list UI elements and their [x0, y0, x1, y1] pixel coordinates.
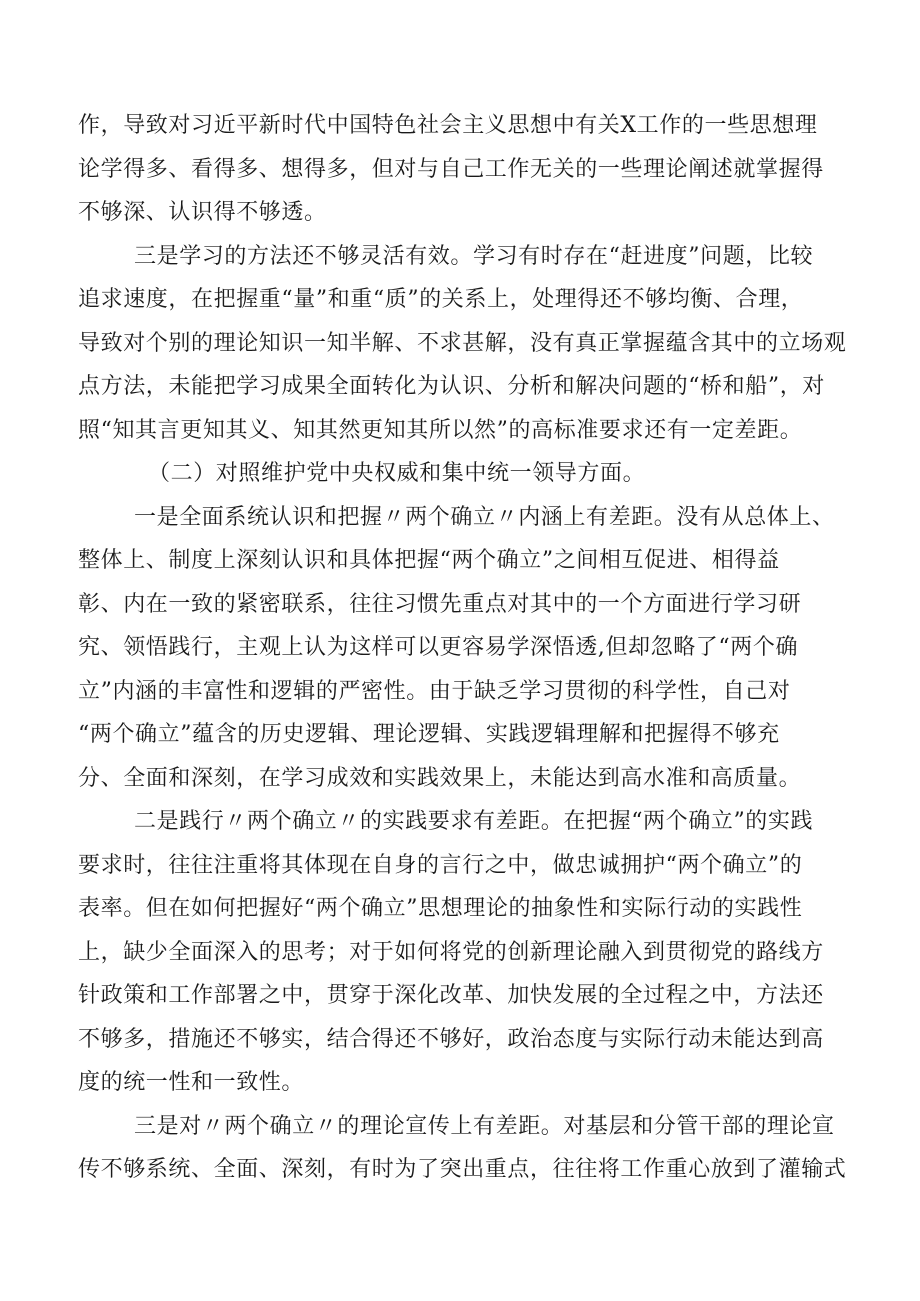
text-line: 究、领悟践行，主观上认为这样可以更容易学深悟透,但却忽略了“两个确 [78, 635, 799, 660]
text-line: 不够深、认识得不够透。 [78, 200, 327, 225]
text-line: 表率。但在如何把握好“两个确立”思想理论的抽象性和实际行动的实践性 [78, 896, 803, 921]
text-line: 作，导致对习近平新时代中国特色社会主义思想中有关X工作的一些思想理 [78, 113, 818, 138]
text-line: 整体上、制度上深刻认识和具体把握“两个确立”之间相互促进、相得益 [78, 548, 780, 573]
text-line: 照“知其言更知其义、知其然更知其所以然”的高标准要求还有一定差距。 [78, 417, 803, 443]
text-line: 论学得多、看得多、想得多，但对与自己工作无关的一些理论阐述就掌握得 [78, 156, 824, 182]
text-line: 彰、内在一致的紧密联系，往往习惯先重点对其中的一个方面进行学习研 [78, 591, 802, 617]
text-line: 上，缺少全面深入的思考；对于如何将党的创新理论融入到贯彻党的路线方 [78, 939, 824, 965]
text-line: 不够多，措施还不够实，结合得还不够好，政治态度与实际行动未能达到高 [78, 1026, 824, 1052]
text-line: 要求时，往往注重将其体现在自身的言行之中，做忠诚拥护“两个确立”的 [78, 852, 803, 878]
text-line: 导致对个别的理论知识一知半解、不求甚解，没有真正掌握蕴含其中的立场观 [78, 330, 847, 356]
text-line: 分、全面和深刻，在学习成效和实践效果上，未能达到高水准和高质量。 [78, 765, 802, 791]
paragraph-start-line: 三是学习的方法还不够灵活有效。学习有时存在“赶进度”问题，比较 [134, 243, 814, 269]
text-line: 立”内涵的丰富性和逻辑的严密性。由于缺乏学习贯彻的科学性，自己对 [78, 678, 791, 704]
section-heading: （二）对照维护党中央权威和集中统一领导方面。 [148, 461, 646, 486]
text-line: 点方法，未能把学习成果全面转化为认识、分析和解决问题的“桥和船”，对 [78, 374, 825, 399]
paragraph-start-line: 二是践行〃两个确立〃的实践要求有差距。在把握“两个确立”的实践 [134, 809, 814, 834]
text-line: 针政策和工作部署之中，贯穿于深化改革、加快发展的全过程之中，方法还 [78, 983, 824, 1008]
text-line: “两个确立”蕴含的历史逻辑、理论逻辑、实践逻辑理解和把握得不够充 [78, 722, 780, 747]
text-line: 追求速度，在把握重“量”和重“质”的关系上，处理得还不够均衡、合理， [78, 287, 804, 312]
paragraph-start-line: 三是对〃两个确立〃的理论宣传上有差距。对基层和分管干部的理论宣 [134, 1113, 835, 1139]
text-line: 传不够系统、全面、深刻，有时为了突出重点，往往将工作重心放到了灌输式 [78, 1157, 847, 1182]
document-body [78, 104, 853, 1192]
text-line: 度的统一性和一致性。 [78, 1070, 305, 1095]
paragraph-start-line: 一是全面系统认识和把握〃两个确立〃内涵上有差距。没有从总体上、 [134, 504, 835, 530]
